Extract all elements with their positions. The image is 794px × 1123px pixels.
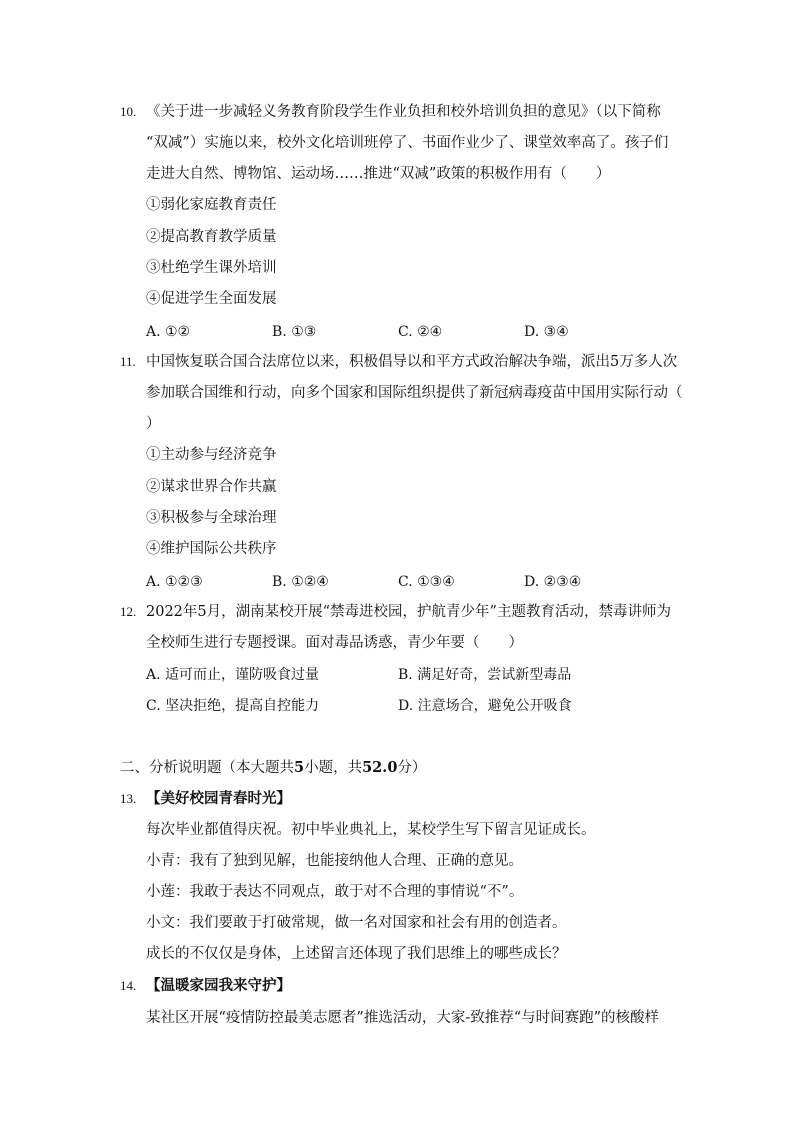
q12-option-d[interactable]: D. 注意场合，避免公开吸食 — [398, 698, 572, 714]
q10-option-d[interactable]: D. ③④ — [524, 324, 569, 340]
q13-line-2: 小青：我有了独到见解，也能接纳他人合理、正确的意见。 — [146, 853, 523, 869]
q14-number: 14. — [120, 978, 137, 993]
q10-stem-line2: “双减”）实施以来，校外文化培训班停了、书面作业少了、课堂效率高了。孩子们 — [146, 135, 669, 151]
q10-option-a[interactable]: A. ①② — [146, 324, 191, 340]
q11-option-c[interactable]: C. ①③④ — [398, 574, 455, 590]
section-heading-prefix: 二、分析说明题（本大题共 — [120, 760, 294, 776]
q12-stem-line1: 2022年5月，湖南某校开展“禁毒进校园，护航青少年”主题教育活动，禁毒讲师为 — [146, 604, 671, 620]
q10-stem-line3: 走进大自然、博物馆、运动场……推进“双减”政策的积极作用有（ ） — [146, 166, 611, 182]
q10-item-4: ④促进学生全面发展 — [146, 291, 277, 307]
q13-number: 13. — [120, 791, 137, 806]
q10-option-c[interactable]: C. ②④ — [398, 324, 443, 340]
q10-stem-line1: 《关于进一步减轻义务教育阶段学生作业负担和校外培训负担的意见》（以下简称 — [146, 104, 661, 120]
q14-title: 【温暖家园我来守护】 — [146, 977, 291, 994]
q13-question: 成长的不仅仅是身体，上述留言还体现了我们思维上的哪些成长？ — [146, 946, 567, 962]
q11-option-b[interactable]: B. ①②④ — [272, 574, 329, 590]
q13-line-3: 小莲：我敢于表达不同观点，敢于对不合理的事情说“不”。 — [146, 884, 524, 900]
q11-option-a[interactable]: A. ①②③ — [146, 574, 203, 590]
q11-stem-line3: ） — [146, 416, 161, 432]
q11-option-d[interactable]: D. ②③④ — [524, 574, 582, 590]
q11-stem-line1: 中国恢复联合国合法席位以来，积极倡导以和平方式政治解决争端，派出5万多人次 — [146, 354, 678, 370]
section-heading — [120, 758, 426, 778]
q12-stem-line2: 全校师生进行专题授课。面对毒品诱惑，青少年要（ ） — [146, 635, 523, 651]
q11-item-3: ③积极参与全球治理 — [146, 510, 277, 526]
q10-item-2: ②提高教育教学质量 — [146, 229, 277, 245]
q12-number: 12. — [120, 604, 137, 619]
q10-item-3: ③杜绝学生课外培训 — [146, 260, 277, 276]
q13-line-1: 每次毕业都值得庆祝。初中毕业典礼上，某校学生写下留言见证成长。 — [146, 822, 596, 838]
q11-number: 11. — [120, 354, 136, 369]
q11-item-4: ④维护国际公共秩序 — [146, 541, 277, 557]
q12-option-b[interactable]: B. 满足好奇，尝试新型毒品 — [398, 667, 572, 683]
q12-option-a[interactable]: A. 适可而止，谨防吸食过量 — [146, 667, 320, 683]
q14-line-1: 某社区开展“疫情防控最美志愿者”推选活动，大家-致推荐“与时间赛跑”的核酸样 — [146, 1010, 660, 1026]
q11-item-1: ①主动参与经济竞争 — [146, 447, 277, 463]
q10-option-b[interactable]: B. ①③ — [272, 324, 317, 340]
q10-number: 10. — [120, 104, 137, 119]
q12-option-c[interactable]: C. 坚决拒绝，提高自控能力 — [146, 698, 320, 714]
q11-item-2: ②谋求世界合作共赢 — [146, 479, 277, 495]
section-heading-middle: 小题，共 — [304, 760, 363, 776]
q11-stem-line2: 参加联合国维和行动，向多个国家和国际组织提供了新冠病毒疫苗中国用实际行动（ — [146, 385, 683, 401]
section-heading-suffix: 分） — [397, 760, 427, 776]
section-total-score: 52.0 — [362, 759, 398, 776]
q13-line-4: 小文：我们要敢于打破常规，做一名对国家和社会有用的创造者。 — [146, 915, 567, 931]
q13-title: 【美好校园青春时光】 — [146, 790, 291, 807]
q10-item-1: ①弱化家庭教育责任 — [146, 197, 277, 213]
section-question-count: 5 — [294, 759, 305, 776]
